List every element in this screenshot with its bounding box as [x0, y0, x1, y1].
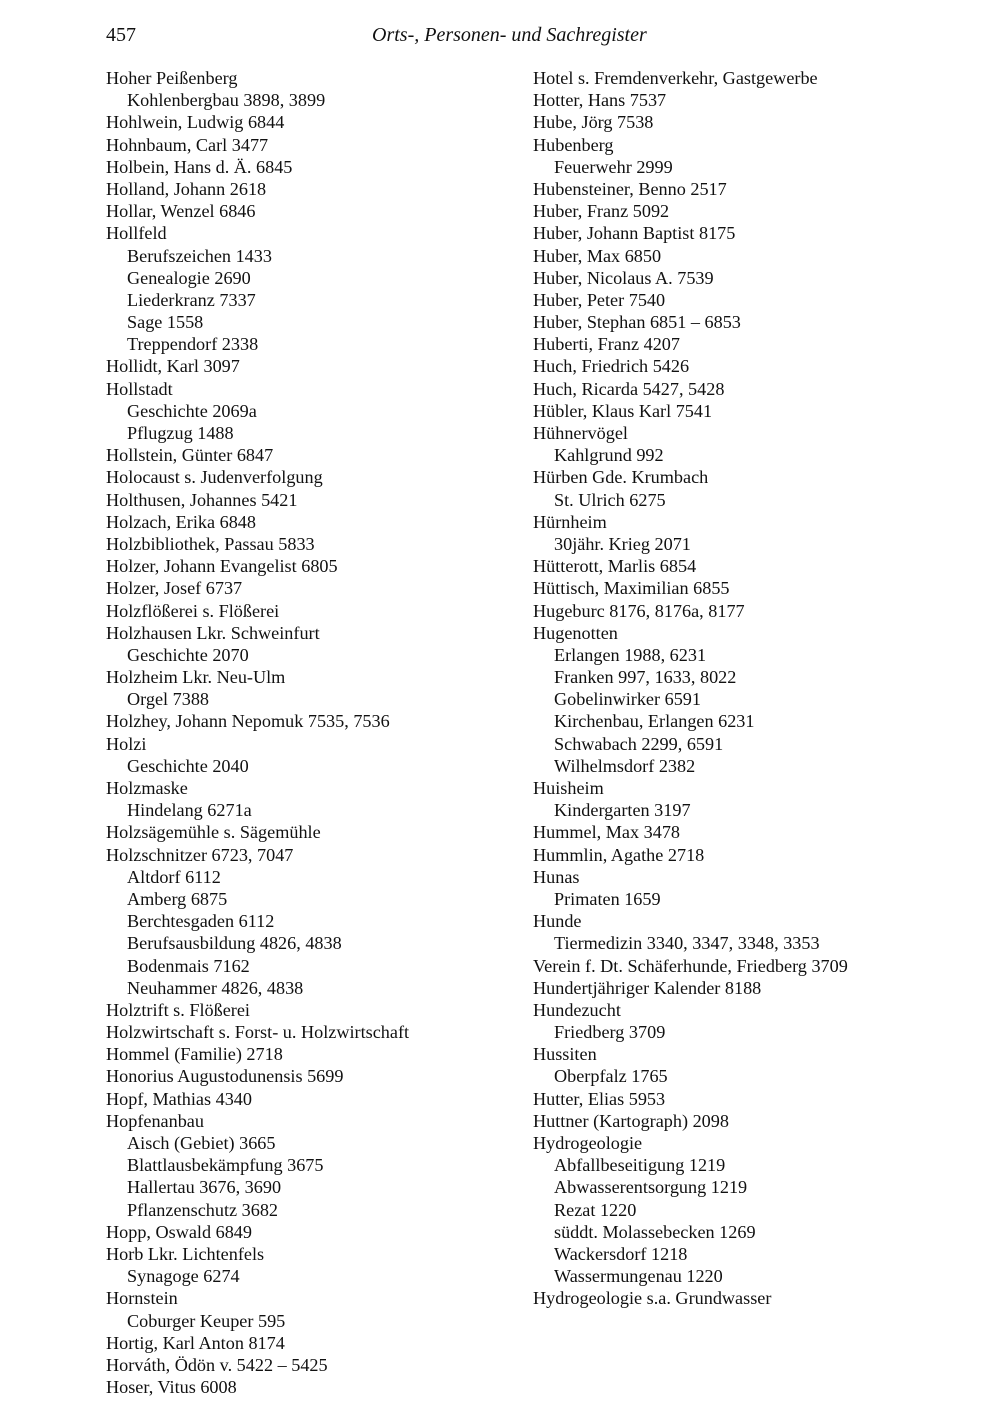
index-entry: Hürben Gde. Krumbach [533, 467, 709, 488]
index-subentry: Liederkranz 7337 [127, 289, 256, 310]
index-entry: Huber, Nicolaus A. 7539 [533, 267, 714, 288]
index-subentry: Treppendorf 2338 [127, 334, 259, 355]
index-entry: Holzheim Lkr. Neu-Ulm [106, 667, 286, 688]
index-subentry: Wilhelmsdorf 2382 [554, 755, 696, 776]
index-entry: Hüttisch, Maximilian 6855 [533, 578, 730, 599]
index-entry: Huber, Max 6850 [533, 245, 662, 266]
index-subentry: Oberpfalz 1765 [554, 1066, 668, 1087]
index-entry: Holzmaske [106, 778, 188, 798]
index-entry: Hundezucht [533, 999, 621, 1020]
index-subentry: Rezat 1220 [554, 1199, 637, 1220]
index-subentry: Pflanzenschutz 3682 [127, 1199, 279, 1220]
index-subentry: Berufsausbildung 4826, 4838 [127, 933, 342, 954]
index-subentry: Erlangen 1988, 6231 [554, 644, 707, 665]
index-subentry: St. Ulrich 6275 [554, 489, 666, 510]
index-subentry: Kirchenbau, Erlangen 6231 [554, 711, 755, 732]
index-entry: Holzschnitzer 6723, 7047 [106, 844, 294, 865]
index-entry: Hübler, Klaus Karl 7541 [533, 400, 713, 421]
index-subentry: Neuhammer 4826, 4838 [127, 977, 304, 998]
index-subentry: Gobelinwirker 6591 [554, 689, 701, 710]
index-subentry: Altdorf 6112 [127, 866, 221, 887]
index-entry: Hutter, Elias 5953 [533, 1088, 666, 1109]
index-entry: Honorius Augustodunensis 5699 [106, 1066, 344, 1087]
index-entry: Hunde [533, 911, 582, 932]
index-entry: Hollstein, Günter 6847 [106, 445, 274, 466]
index-entry: Hollstadt [106, 378, 173, 399]
index-entry: Horb Lkr. Lichtenfels [106, 1243, 265, 1264]
index-subentry: Blattlausbekämpfung 3675 [127, 1155, 324, 1176]
index-subentry: Amberg 6875 [127, 888, 228, 909]
index-entry: Hussiten [533, 1044, 597, 1065]
index-subentry: Orgel 7388 [127, 689, 210, 710]
running-title: Orts-, Personen- und Sachregister [372, 24, 647, 46]
index-entry: Huisheim [533, 778, 604, 798]
index-entry: Hummel, Max 3478 [533, 822, 681, 843]
index-entry: Holzsägemühle s. Sägemühle [106, 822, 321, 843]
index-subentry: Berufszeichen 1433 [127, 245, 272, 266]
index-subentry: Friedberg 3709 [554, 1022, 666, 1043]
index-subentry: Bodenmais 7162 [127, 955, 250, 976]
index-entry: Hummlin, Agathe 2718 [533, 844, 705, 865]
index-subentry: Berchtesgaden 6112 [127, 911, 275, 932]
index-entry: Hollidt, Karl 3097 [106, 356, 240, 377]
index-entry: Hydrogeologie [533, 1133, 643, 1153]
index-entry: Hoher Peißenberg [106, 68, 238, 88]
index-entry: Holzer, Johann Evangelist 6805 [106, 556, 338, 577]
index-entry: Hürnheim [533, 511, 607, 532]
index-entry: Huber, Johann Baptist 8175 [533, 223, 736, 244]
index-column-left [106, 67, 516, 1398]
index-entry: Hortig, Karl Anton 8174 [106, 1332, 285, 1353]
index-entry: Verein f. Dt. Schäferhunde, Friedberg 3709 [533, 955, 848, 976]
index-entry: Huch, Ricarda 5427, 5428 [533, 378, 725, 399]
index-entry: Hoser, Vitus 6008 [106, 1377, 237, 1398]
index-subentry: Kahlgrund 992 [554, 445, 664, 466]
index-entry: Huttner (Kartograph) 2098 [533, 1110, 729, 1131]
index-entry: Huber, Franz 5092 [533, 201, 670, 222]
index-entry: Holocaust s. Judenverfolgung [106, 467, 323, 488]
index-entry: Hotel s. Fremdenverkehr, Gastgewerbe [533, 68, 818, 88]
index-subentry: Feuerwehr 2999 [554, 156, 673, 177]
index-subentry: Geschichte 2070 [127, 644, 249, 665]
index-entry: Hopf, Mathias 4340 [106, 1088, 252, 1109]
index-subentry: Hallertau 3676, 3690 [127, 1177, 282, 1198]
index-entry: Horváth, Ödön v. 5422 – 5425 [106, 1354, 328, 1375]
index-entry: Holzwirtschaft s. Forst- u. Holzwirtschaft [106, 1022, 410, 1043]
index-entry: Hopp, Oswald 6849 [106, 1221, 252, 1242]
index-subentry: 30jähr. Krieg 2071 [554, 533, 691, 554]
index-subentry: Hindelang 6271a [127, 800, 252, 821]
index-entry: Hube, Jörg 7538 [533, 112, 654, 133]
index-entry: Hohnbaum, Carl 3477 [106, 134, 269, 155]
index-entry: Holzach, Erika 6848 [106, 511, 256, 532]
index-subentry: Sage 1558 [127, 312, 204, 333]
index-column-right [533, 67, 983, 1310]
index-entry: Holbein, Hans d. Ä. 6845 [106, 156, 293, 177]
index-subentry: Franken 997, 1633, 8022 [554, 667, 737, 688]
index-subentry: Tiermedizin 3340, 3347, 3348, 3353 [554, 933, 820, 954]
index-subentry: Abwasserentsorgung 1219 [554, 1177, 748, 1198]
index-subentry: Genealogie 2690 [127, 267, 251, 288]
index-entry: Holztrift s. Flößerei [106, 999, 250, 1020]
index-entry: Holzflößerei s. Flößerei [106, 600, 280, 621]
index-entry: Holthusen, Johannes 5421 [106, 489, 298, 510]
index-entry: Hydrogeologie s.a. Grundwasser [533, 1288, 772, 1309]
index-entry: Hunas [533, 866, 580, 887]
index-subentry: Kindergarten 3197 [554, 800, 691, 821]
index-entry: Hühnervögel [533, 423, 628, 443]
index-subentry: Coburger Keuper 595 [127, 1310, 286, 1331]
index-entry: Hollar, Wenzel 6846 [106, 201, 256, 222]
index-entry: Hubensteiner, Benno 2517 [533, 178, 727, 199]
index-entry: Holzhey, Johann Nepomuk 7535, 7536 [106, 711, 390, 732]
index-subentry: Wassermungenau 1220 [554, 1266, 723, 1287]
index-entry: Hohlwein, Ludwig 6844 [106, 112, 285, 133]
index-entry: Huber, Stephan 6851 – 6853 [533, 312, 741, 333]
index-subentry: Synagoge 6274 [127, 1266, 240, 1287]
page-number: 457 [106, 24, 136, 46]
index-entry: Hommel (Familie) 2718 [106, 1044, 283, 1065]
index-entry: Hubenberg [533, 134, 614, 155]
index-subentry: Primaten 1659 [554, 888, 661, 909]
index-entry: Holzbibliothek, Passau 5833 [106, 533, 315, 554]
index-subentry: Aisch (Gebiet) 3665 [127, 1133, 276, 1153]
index-subentry: Pflugzug 1488 [127, 423, 234, 443]
index-entry: Hütterott, Marlis 6854 [533, 556, 697, 577]
index-entry: Holzer, Josef 6737 [106, 578, 243, 599]
index-entry: Hopfenanbau [106, 1110, 204, 1131]
index-entry: Hollfeld [106, 223, 167, 244]
index-entry: Huber, Peter 7540 [533, 289, 666, 310]
index-subentry: Kohlenbergbau 3898, 3899 [127, 90, 326, 111]
index-entry: Huch, Friedrich 5426 [533, 356, 690, 377]
index-subentry: Wackersdorf 1218 [554, 1243, 688, 1264]
index-subentry: Schwabach 2299, 6591 [554, 733, 724, 754]
index-entry: Hotter, Hans 7537 [533, 90, 667, 111]
index-entry: Holzhausen Lkr. Schweinfurt [106, 622, 320, 643]
index-entry: Hugeburc 8176, 8176a, 8177 [533, 600, 745, 621]
index-entry: Hundertjähriger Kalender 8188 [533, 977, 762, 998]
index-entry: Hornstein [106, 1288, 178, 1309]
index-subentry: Geschichte 2069a [127, 400, 257, 421]
index-entry: Holland, Johann 2618 [106, 178, 267, 199]
index-subentry: süddt. Molassebecken 1269 [554, 1221, 756, 1242]
index-entry: Hugenotten [533, 622, 618, 643]
index-subentry: Geschichte 2040 [127, 755, 249, 776]
index-entry: Holzi [106, 733, 147, 754]
index-subentry: Abfallbeseitigung 1219 [554, 1155, 726, 1176]
index-entry: Huberti, Franz 4207 [533, 334, 680, 355]
